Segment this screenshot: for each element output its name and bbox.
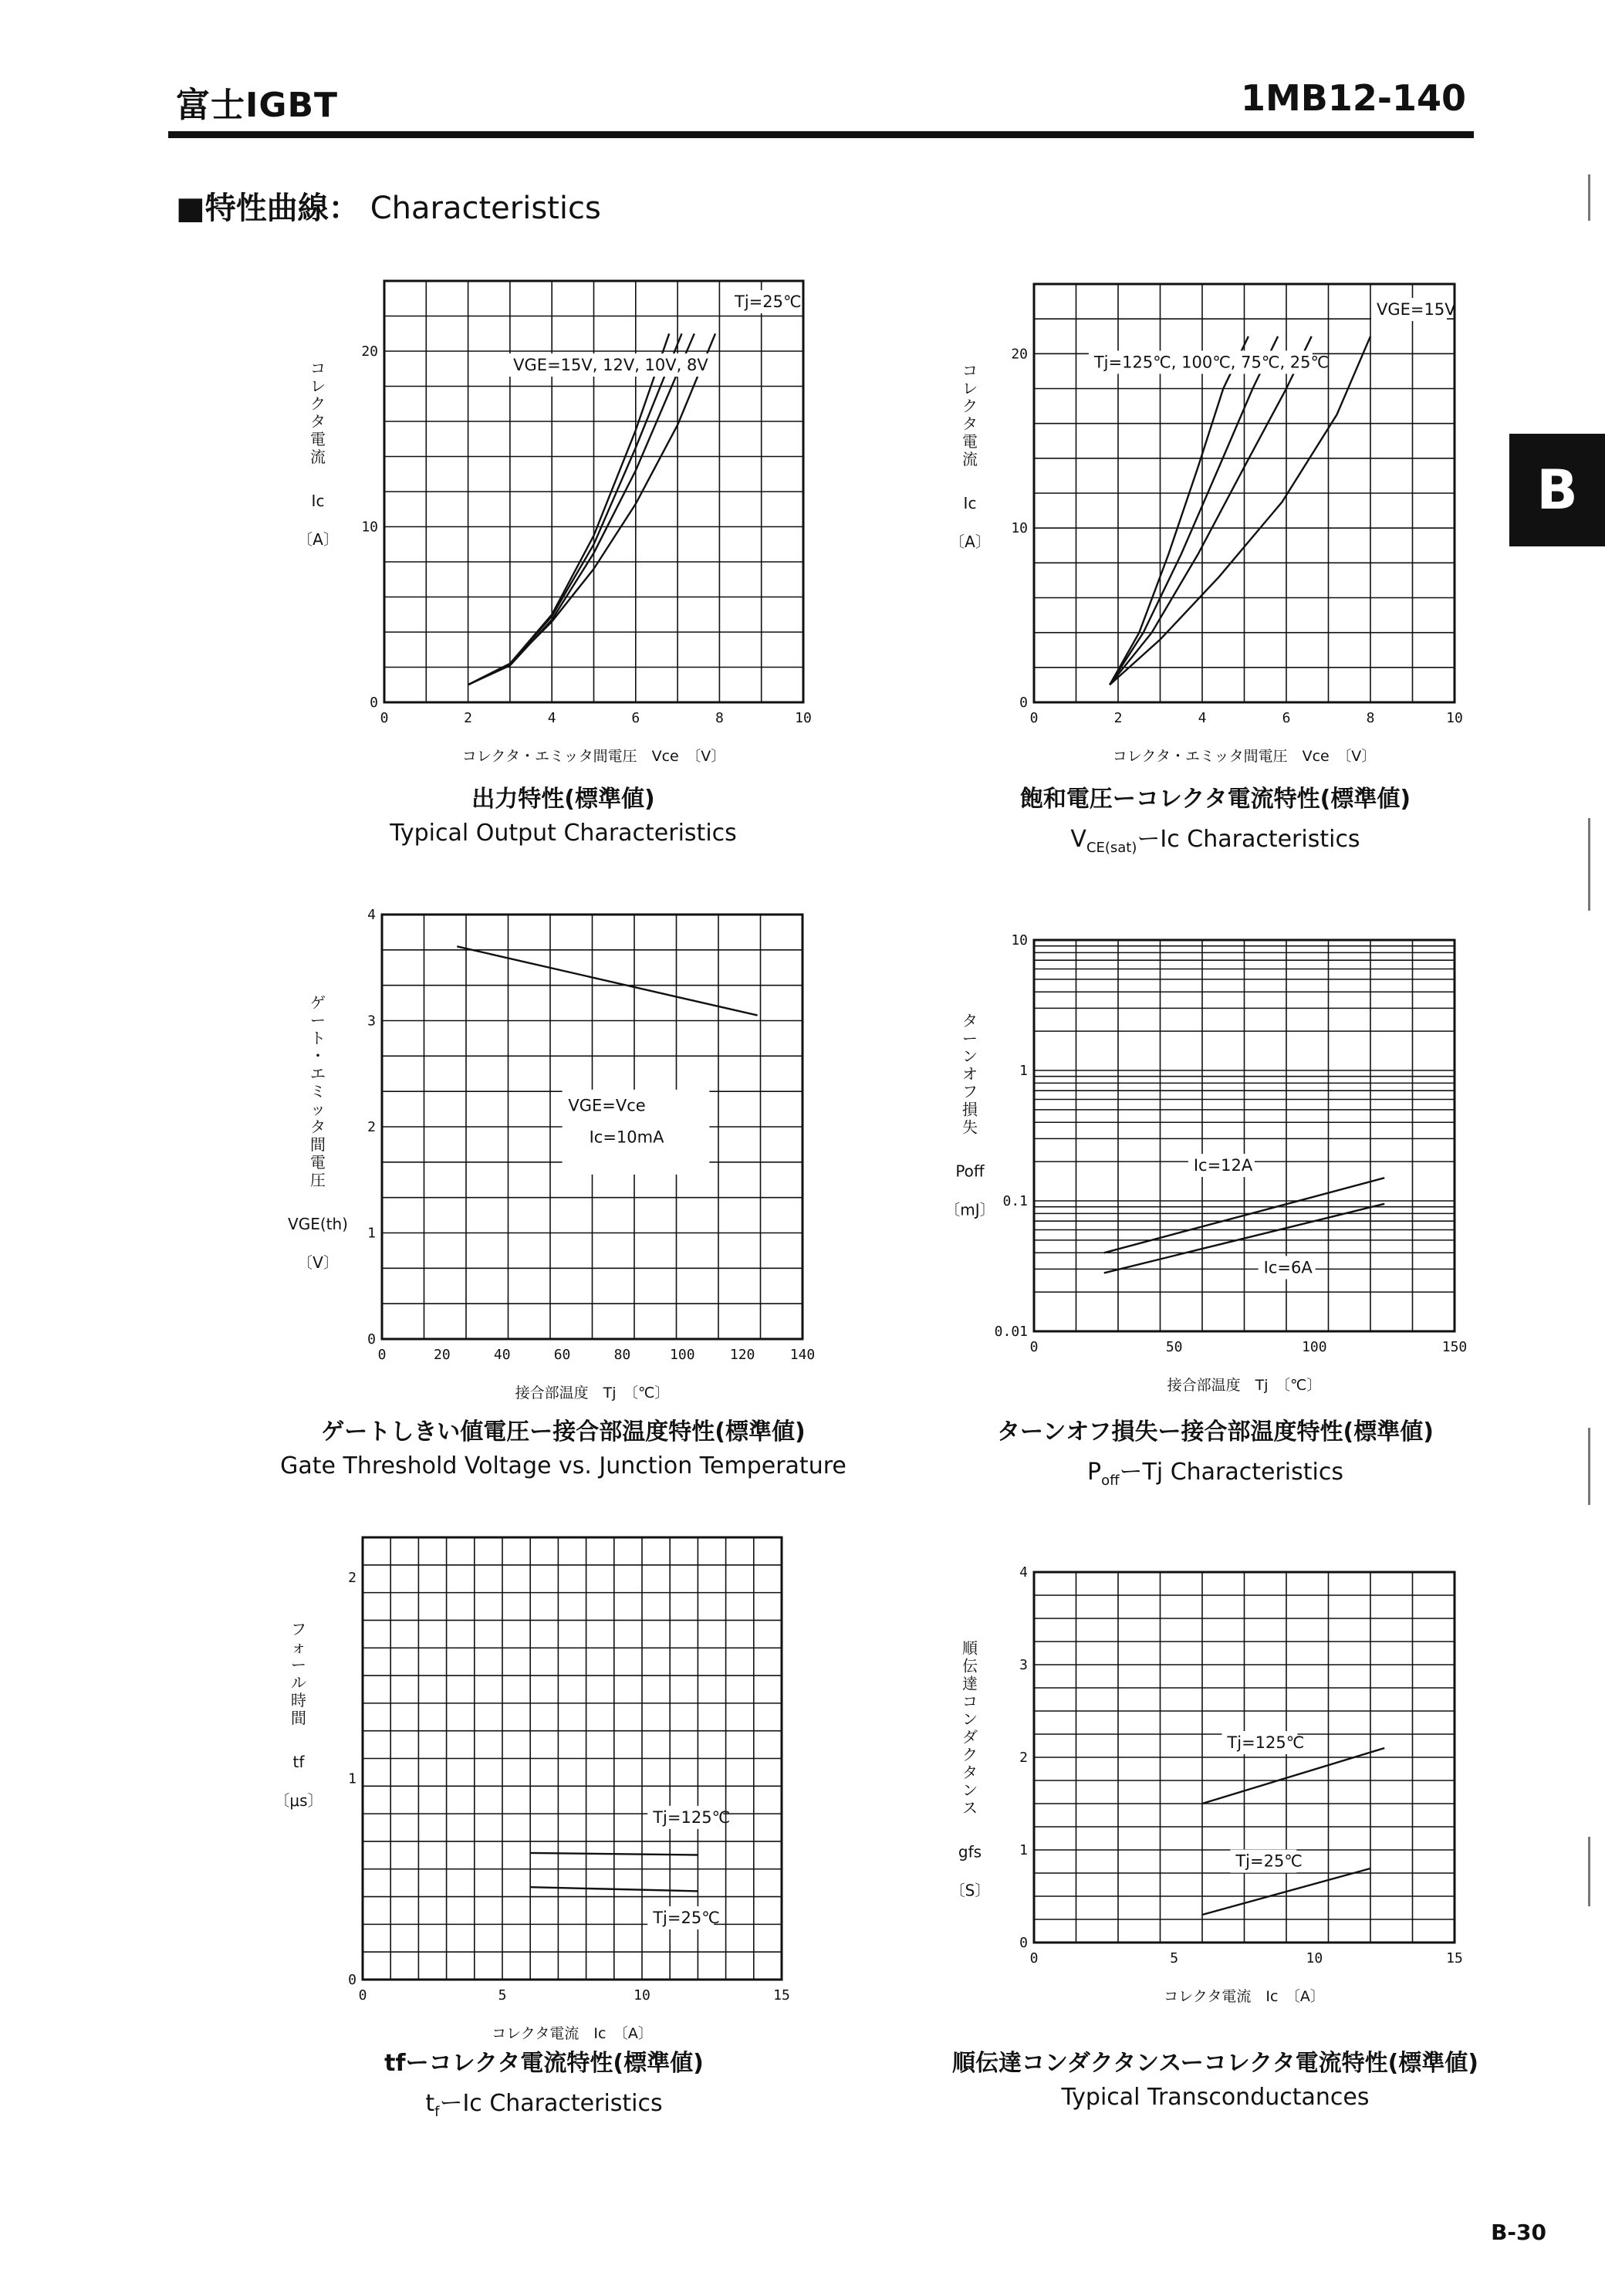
vcesat-condition-label: VGE=15V [1377,300,1456,319]
gfs-y-axis-symbol: gfs [958,1842,982,1861]
vcesat-x-tick: 0 [1029,710,1039,726]
gfs-y-tick: 2 [1019,1750,1028,1766]
output-x-tick: 6 [631,710,640,726]
tf-caption-t: t [425,2090,435,2117]
vgeth-y-tick: 3 [367,1013,376,1030]
gfs-x-tick: 5 [1170,1950,1179,1966]
tf-caption-text: ーコレクタ電流特性(標準値) [405,2050,704,2077]
vgeth-x-axis-label: 接合部温度 Tj 〔℃〕 [515,1385,670,1402]
gfs-y-tick: 4 [1019,1564,1028,1581]
vcesat-y-tick: 10 [1011,520,1028,537]
poff-y-axis-unit: 〔mJ〕 [944,1200,995,1219]
vcesat-caption-v: V [1070,826,1086,853]
poff-x-tick: 0 [1029,1339,1039,1355]
vcesat-x-tick: 4 [1198,710,1207,726]
vgeth-x-tick: 20 [434,1347,451,1363]
vcesat-x-tick: 6 [1282,710,1291,726]
gfs-x-tick: 15 [1446,1950,1463,1966]
poff-y-axis-label-jp: ターンオフ損失 [962,1011,978,1137]
vgeth-x-tick: 80 [613,1347,631,1363]
gfs-label-25: Tj=25℃ [1235,1851,1303,1871]
poff-y-tick: 10 [1011,932,1028,948]
gfs-x-tick: 10 [1306,1950,1323,1966]
fall-time-chart [266,1524,822,2296]
section-heading [176,184,601,228]
output-y-tick: 0 [370,695,378,711]
vcesat-x-tick: 8 [1366,710,1375,726]
tf-x-tick: 15 [773,1987,790,2004]
gfs-caption-en: Typical Transconductances [1061,2084,1370,2111]
edge-mark [1588,1837,1590,1906]
poff-y-tick: 0.1 [1002,1193,1028,1209]
gfs-y-axis-unit: 〔S〕 [949,1881,991,1900]
vcesat-y-axis-unit: 〔A〕 [949,533,991,552]
tf-y-axis-unit: 〔μs〕 [274,1791,323,1811]
header-model-number: 1MB12-140 [1241,77,1466,119]
vgeth-caption-jp: ゲートしきい値電圧ー接合部温度特性(標準値) [321,1419,806,1446]
edge-mark [1588,818,1590,911]
tf-y-tick: 1 [348,1770,356,1787]
output-y-tick: 20 [361,343,378,360]
poff-y-axis-symbol: Poff [955,1162,985,1181]
vcesat-caption-rest: ーIc Characteristics [1137,826,1360,853]
vgeth-x-tick: 100 [670,1347,695,1363]
vcesat-y-axis-symbol: Ic [963,494,977,513]
vgeth-y-tick: 1 [367,1225,376,1242]
poff-y-tick: 0.01 [994,1324,1028,1340]
tf-x-tick: 5 [498,1987,507,2004]
vgeth-series-line [457,946,757,1015]
vgeth-y-tick: 4 [367,907,376,923]
vcesat-x-tick: 2 [1113,710,1123,726]
vcesat-y-tick: 0 [1019,695,1028,711]
poff-x-tick: 100 [1302,1339,1327,1355]
output-y-axis-label-jp: コレクタ電流 [310,359,326,467]
output-grid [384,281,803,702]
tf-label-25: Tj=25℃ [653,1909,720,1928]
poff-label-6a: Ic=6A [1263,1258,1313,1277]
vgeth-y-axis-unit: 〔V〕 [297,1253,339,1272]
output-caption-jp: 出力特性(標準値) [471,786,655,813]
poff-x-tick: 50 [1165,1339,1183,1355]
output-y-axis-unit: 〔A〕 [297,530,339,549]
poff-grid [1034,940,1455,1331]
tf-caption-jp [266,2044,822,2078]
vcesat-caption-en [938,820,1493,856]
section-title-jp: 特性曲線： [204,191,360,226]
output-x-tick: 2 [464,710,473,726]
vgeth-x-tick: 140 [789,1347,816,1363]
tf-y-tick: 2 [348,1570,356,1587]
tf-caption-sym: tf [384,2050,406,2077]
output-y-tick: 10 [361,519,378,536]
tf-x-tick: 10 [634,1987,650,2004]
gfs-y-tick: 0 [1019,1935,1028,1951]
gfs-x-tick: 0 [1029,1950,1039,1966]
poff-caption-jp: ターンオフ損失ー接合部温度特性(標準値) [997,1419,1434,1446]
vcesat-x-axis-label: コレクタ・エミッタ間電圧 Vce 〔V〕 [1112,748,1377,765]
edge-mark [1588,1428,1590,1505]
transconductance-chart [938,1524,1493,2296]
output-x-tick: 4 [547,710,556,726]
vgeth-x-tick: 0 [377,1347,387,1363]
output-x-tick: 8 [715,710,724,726]
vgeth-x-tick: 120 [729,1347,755,1363]
gfs-grid [1034,1572,1455,1943]
gfs-caption-jp: 順伝達コンダクタンスーコレクタ電流特性(標準値) [951,2050,1479,2077]
vgeth-condition-vge: VGE=Vce [568,1096,646,1115]
poff-x-axis-label: 接合部温度 Tj 〔℃〕 [1167,1377,1322,1394]
vgeth-condition-ic: Ic=10mA [589,1128,664,1147]
section-tab-b: B [1509,434,1605,546]
output-x-tick: 10 [795,710,812,726]
header-product-family: 富士IGBT [176,86,339,125]
tf-caption-sub: f [434,2104,440,2120]
output-caption-en: Typical Output Characteristics [390,820,737,847]
vgeth-caption-en: Gate Threshold Voltage vs. Junction Temperature [280,1452,846,1479]
gfs-label-125: Tj=125℃ [1227,1733,1305,1752]
poff-caption-p: P [1086,1459,1102,1486]
vgeth-y-tick: 2 [367,1119,376,1135]
tf-caption-en [266,2084,822,2120]
tf-label-125: Tj=125℃ [653,1807,731,1827]
poff-caption-rest: ーTj Characteristics [1119,1459,1343,1486]
tf-y-axis-symbol: tf [292,1753,305,1772]
output-x-axis-label: コレクタ・エミッタ間電圧 Vce 〔V〕 [461,748,726,765]
edge-mark [1588,174,1590,221]
poff-caption-en [938,1452,1493,1489]
tf-y-axis-label-jp: フォール時間 [291,1620,306,1728]
tf-x-axis-label: コレクタ電流 Ic 〔A〕 [492,2025,653,2042]
section-title-en: Characteristics [370,191,601,226]
vcesat-y-axis-label-jp: コレクタ電流 [962,361,978,469]
vgeth-y-axis-symbol: VGE(th) [288,1215,348,1233]
gfs-y-tick: 3 [1019,1657,1028,1673]
gfs-y-tick: 1 [1019,1842,1028,1858]
output-y-axis-symbol: Ic [311,492,325,511]
section-marker: ■ [176,191,205,226]
output-series-label: VGE=15V, 12V, 10V, 8V [513,356,708,375]
header-rule [168,131,1474,138]
poff-x-tick: 150 [1441,1339,1468,1355]
vcesat-caption-sub: CE(sat) [1086,840,1137,856]
gfs-y-axis-label-jp: 順伝達コンダクタンス [962,1638,978,1818]
vcesat-caption-jp: 飽和電圧ーコレクタ電流特性(標準値) [1019,786,1411,813]
vgeth-y-axis-label-jp: ゲート・エミッタ間電圧 [310,993,326,1189]
vgeth-x-tick: 40 [493,1347,511,1363]
poff-label-12a: Ic=12A [1193,1156,1253,1175]
vcesat-series-label: Tj=125℃, 100℃, 75℃, 25℃ [1093,353,1330,372]
gfs-x-axis-label: コレクタ電流 Ic 〔A〕 [1164,1988,1325,2005]
vcesat-y-tick: 20 [1011,346,1028,363]
poff-y-tick: 1 [1019,1063,1028,1079]
gfs-series-line [1202,1748,1384,1804]
tf-series-line [530,1853,698,1855]
poff-caption-sub: off [1101,1473,1120,1489]
vgeth-y-tick: 0 [367,1331,376,1348]
vcesat-x-tick: 10 [1446,710,1463,726]
vgeth-x-tick: 60 [553,1347,571,1363]
output-condition-label: Tj=25℃ [735,292,802,311]
page-number: B-30 [1491,2220,1546,2245]
tf-x-tick: 0 [358,1987,367,2004]
output-x-tick: 0 [380,710,389,726]
tf-y-tick: 0 [348,1972,356,1988]
tf-caption-rest: ーIc Characteristics [439,2090,663,2117]
